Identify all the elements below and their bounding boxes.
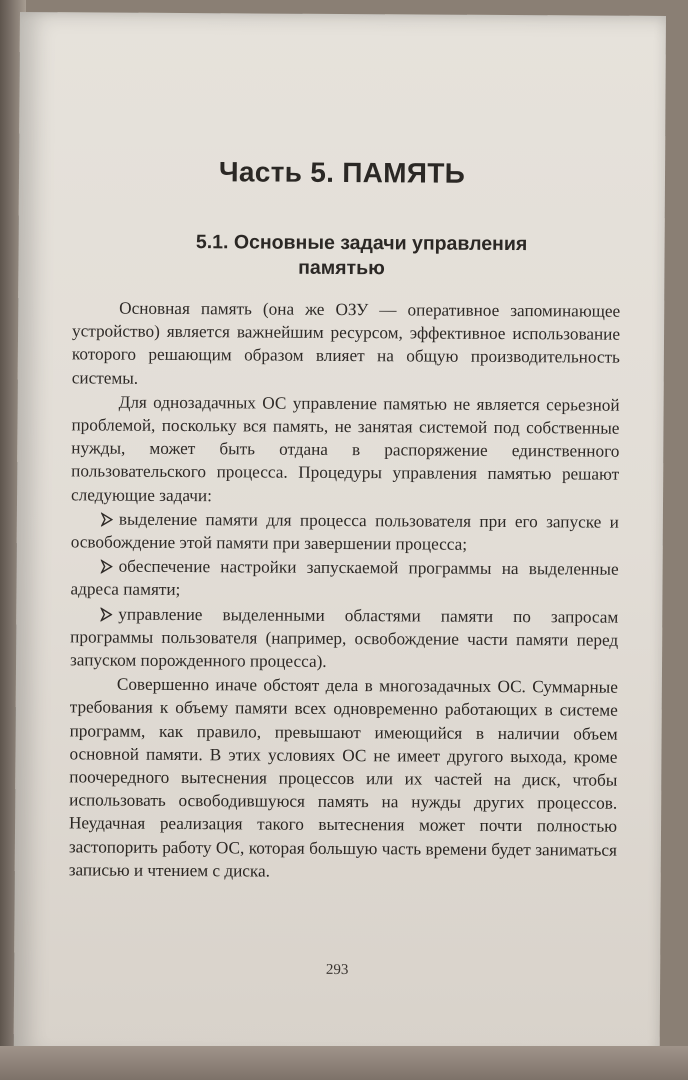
section-title-line-2: памятью — [298, 256, 385, 280]
table-surface — [0, 1046, 688, 1080]
list-item — [70, 555, 618, 605]
paragraph: Совершенно иначе обстоят дела в многозадачных ОС. Суммарные требования к объему памяти всех одновременно работающих в системе программ, как правило, превышают имеющийся в наличии объем основной памяти. В этих условиях ОС не имеет другого выхода, кроме поочередного вытеснения процессов или их частей на диск, чтобы использовать освободившуюся память на нужды других процессов. Неудачная реализация такого вытеснения может почти полностью застопорить работу ОС, которая большую часть времени будет заниматься записью и чтением с диска. — [68, 674, 618, 881]
arrowhead-bullet-icon — [101, 555, 113, 578]
arrowhead-bullet-icon — [101, 507, 113, 530]
body-text — [69, 296, 621, 885]
paragraph: Основная память (она же ОЗУ — оперативное запоминающее устройство) является важнейшим ресурсом, эффективное использование которого решающим образом влияет на общую производительность системы. — [71, 298, 621, 388]
list-item-text: выделение памяти для процесса пользователя при его запуске и освобождение этой памяти при завершении процесса; — [70, 509, 619, 554]
list-item-text: обеспечение настройки запускаемой программы на выделенные адреса памяти; — [70, 556, 619, 600]
section-title — [18, 229, 664, 283]
list-item-text: управление выделенными областями памяти по запросам программы пользователя (например, освобождение части памяти перед запуском порожденного процесса). — [69, 604, 619, 671]
list-item — [70, 602, 618, 675]
section-title-line-1: 5.1. Основные задачи управления — [195, 231, 528, 256]
book-page — [14, 12, 666, 1062]
arrowhead-bullet-icon — [100, 602, 112, 625]
chapter-title: Часть 5. ПАМЯТЬ — [218, 156, 466, 189]
paragraph: Для однозадачных ОС управление памятью не является серьезной проблемой, поскольку вся память, не занятая системой под собственные нужды, может быть отдана в распоряжение единственного пользовательского процесса. Процедуры управления памятью решают следующие задачи: — [71, 392, 620, 505]
page-number: 293 — [325, 961, 349, 979]
list-item — [71, 507, 619, 557]
